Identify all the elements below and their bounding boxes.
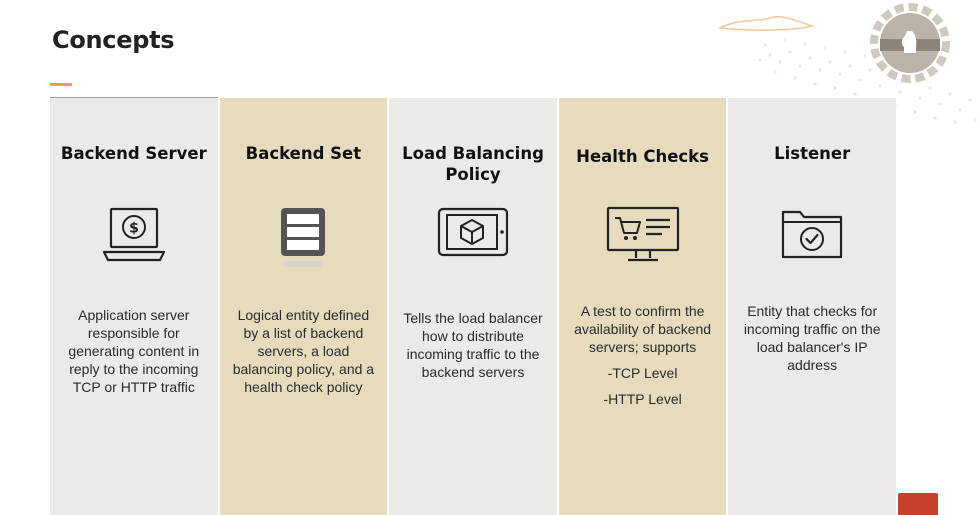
column-title: Backend Set <box>245 144 362 163</box>
concept-column-load-balancing-policy <box>389 98 557 515</box>
column-description: Tells the load balancer how to distribute incoming traffic to the backend servers <box>403 310 543 380</box>
concept-columns <box>50 98 896 515</box>
laptop-dollar-icon <box>101 206 167 269</box>
column-description: Logical entity defined by a list of backend servers, a load balancing policy, and a health check policy <box>232 307 375 395</box>
sub-item-http: -HTTP Level <box>603 391 682 407</box>
column-title: Load Balancing Policy <box>402 144 544 184</box>
health-checks-text: A test to confirm the availability of backend servers; supports <box>574 303 712 355</box>
column-description <box>571 302 715 408</box>
tablet-box-icon <box>437 206 509 263</box>
monitor-cart-icon <box>606 206 680 269</box>
page-title: Concepts <box>52 26 175 54</box>
folder-check-icon <box>780 208 844 265</box>
column-description: Application server responsible for generating content in reply to the incoming TCP or HTTP traffic <box>68 307 200 395</box>
sub-item-tcp: -TCP Level <box>607 365 678 381</box>
column-title: Health Checks <box>576 147 709 166</box>
column-title: Listener <box>774 144 851 163</box>
concept-column-backend-set <box>220 98 388 515</box>
title-accent-bar <box>50 83 72 86</box>
concept-column-listener <box>728 98 896 515</box>
column-title: Backend Server <box>60 144 207 163</box>
concept-column-health-checks <box>559 98 727 515</box>
svg-text:$: $ <box>128 220 139 237</box>
server-stack-icon <box>278 206 328 275</box>
corner-chat-button[interactable] <box>898 493 938 515</box>
concept-column-backend-server <box>50 98 218 515</box>
column-description: Entity that checks for incoming traffic on the load balancer's IP address <box>743 303 881 373</box>
